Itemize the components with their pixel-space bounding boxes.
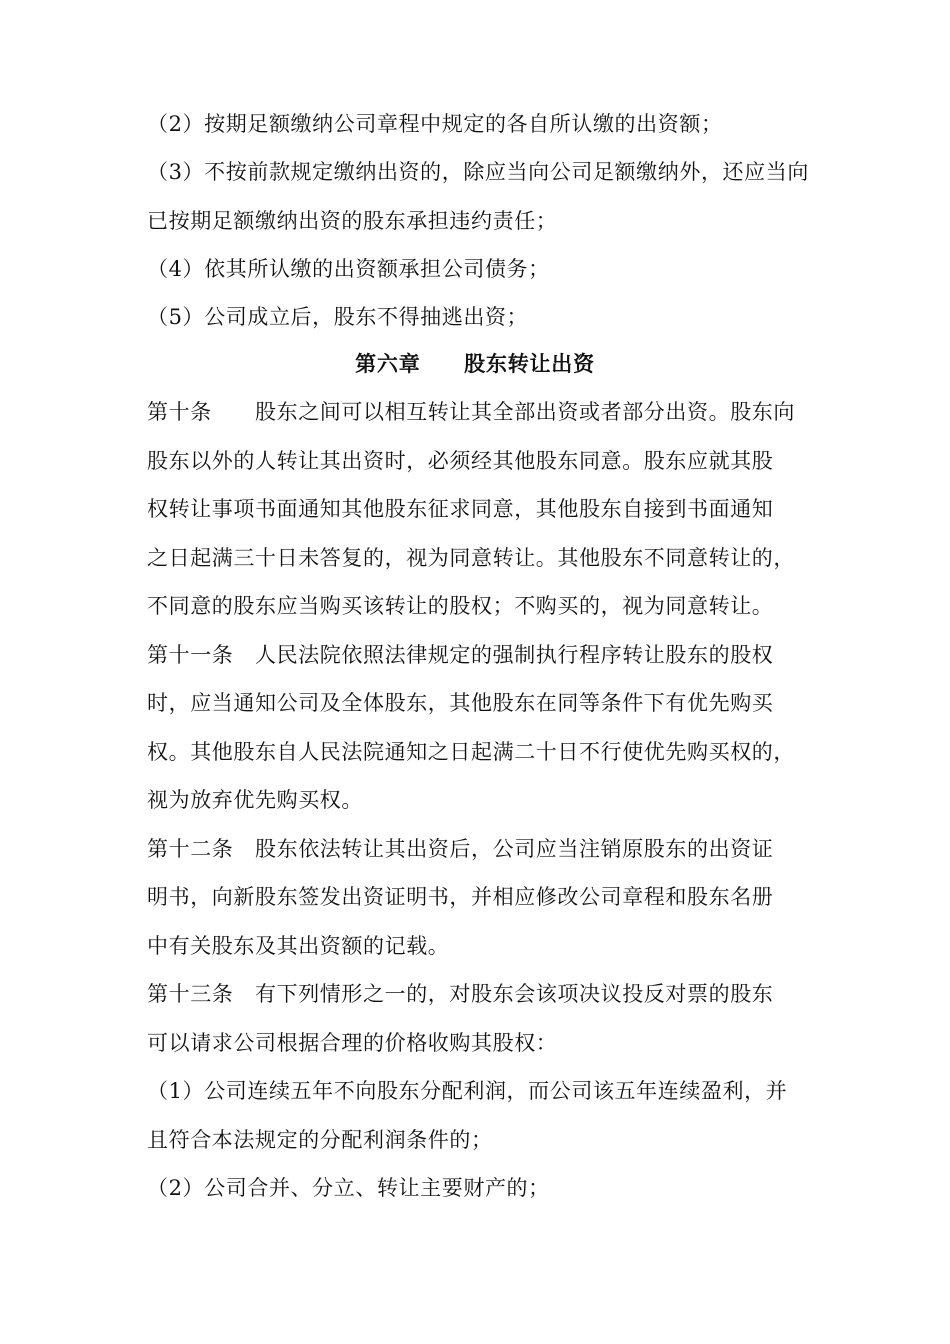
article-10-line: 不同意的股东应当购买该转让的股权；不购买的，视为同意转让。 xyxy=(147,594,774,618)
article-12-line: 第十二条 股东依法转让其出资后，公司应当注销原股东的出资证 xyxy=(147,837,774,861)
article-13-line: 可以请求公司根据合理的价格收购其股权： xyxy=(147,1031,558,1055)
article-11-line: 权。其他股东自人民法院通知之日起满二十日不行使优先购买权的， xyxy=(147,740,795,764)
text-line: （5）公司成立后，股东不得抽逃出资； xyxy=(147,305,529,329)
article-13-line: （1）公司连续五年不向股东分配利润，而公司该五年连续盈利，并 xyxy=(147,1079,788,1103)
article-10-line: 之日起满三十日未答复的，视为同意转让。其他股东不同意转让的， xyxy=(147,546,795,570)
article-11-line: 时，应当通知公司及全体股东，其他股东在同等条件下有优先购买 xyxy=(147,691,774,715)
article-13-line: 且符合本法规定的分配利润条件的； xyxy=(147,1128,493,1152)
text-line: （3）不按前款规定缴纳出资的，除应当向公司足额缴纳外，还应当向 xyxy=(147,160,809,184)
article-13-line: 第十三条 有下列情形之一的，对股东会该项决议投反对票的股东 xyxy=(147,982,774,1006)
chapter-heading: 第六章 股东转让出资 xyxy=(355,351,595,376)
article-10-line: 第十条 股东之间可以相互转让其全部出资或者部分出资。股东向 xyxy=(147,400,795,424)
text-line: 已按期足额缴纳出资的股东承担违约责任； xyxy=(147,209,558,233)
article-13-line: （2）公司合并、分立、转让主要财产的； xyxy=(147,1176,550,1200)
article-10-line: 股东以外的人转让其出资时，必须经其他股东同意。股东应就其股 xyxy=(147,449,774,473)
article-11-line: 第十一条 人民法院依照法律规定的强制执行程序转让股东的股权 xyxy=(147,643,774,667)
text-line: （2）按期足额缴纳公司章程中规定的各自所认缴的出资额； xyxy=(147,112,723,136)
article-12-line: 明书，向新股东签发出资证明书，并相应修改公司章程和股东名册 xyxy=(147,885,774,909)
text-line: （4）依其所认缴的出资额承担公司债务； xyxy=(147,257,550,281)
article-12-line: 中有关股东及其出资额的记载。 xyxy=(147,934,450,958)
article-10-line: 权转让事项书面通知其他股东征求同意，其他股东自接到书面通知 xyxy=(147,497,774,521)
article-11-line: 视为放弃优先购买权。 xyxy=(147,788,363,812)
